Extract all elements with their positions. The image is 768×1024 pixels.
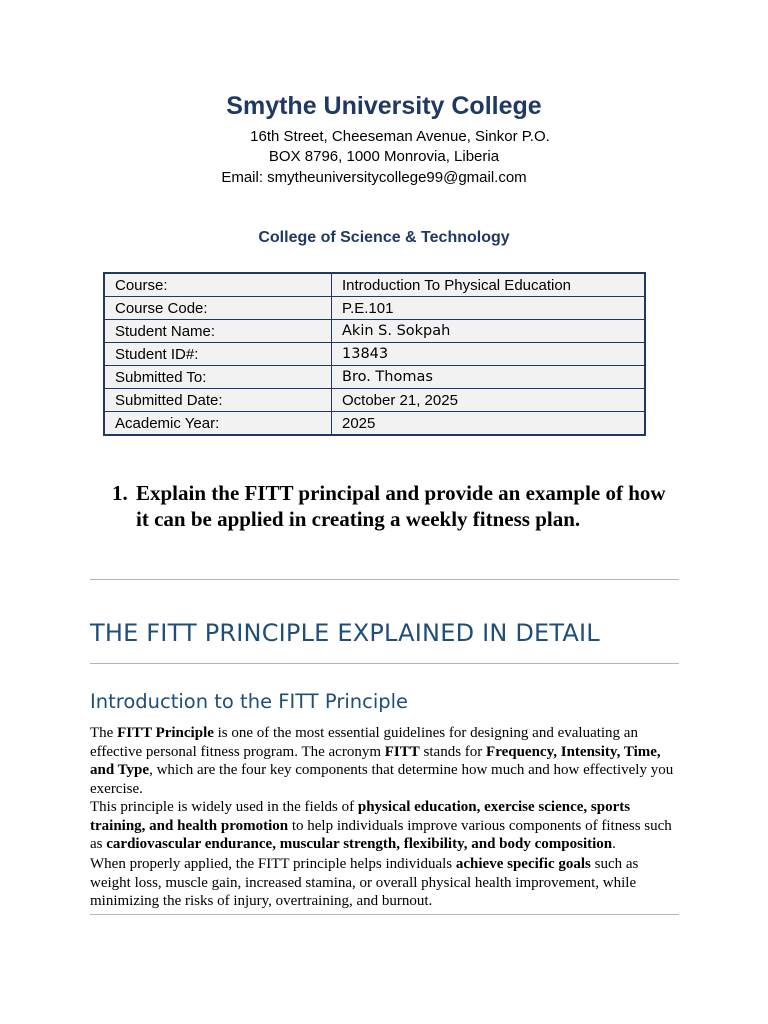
p1-text-1: The [90, 725, 118, 741]
p2-bold-fields: physical education, exercise science, sports training, and health promotion [90, 799, 631, 834]
student-name-label: Student Name: [104, 320, 332, 343]
p1-bold-fitt: FITT [384, 743, 420, 760]
p3-bold-goals: achieve specific goals [455, 856, 591, 872]
student-id-label: Student ID#: [104, 343, 332, 366]
paragraph-usage [90, 798, 680, 854]
p1-bold-fitt-principle: FITT Principle [117, 725, 214, 741]
submitted-to-value: Bro. Thomas [332, 366, 646, 389]
assignment-question [112, 480, 672, 532]
academic-year-label: Academic Year: [104, 412, 332, 436]
p1-text-4: , which are the four key components that determine how much and how effectively you exercise. [90, 762, 674, 797]
table-row [104, 366, 645, 389]
p2-text-1: This principle is widely used in the fields of [90, 799, 358, 815]
p1-bold-components: Frequency, Intensity, Time, and Type [90, 743, 661, 778]
p2-bold-fitness-components: cardiovascular endurance, muscular strength, flexibility, and body composition [106, 836, 613, 852]
student-name-value: Akin S. Sokpah [332, 320, 646, 343]
question-number: 1. [112, 481, 128, 505]
student-info-table [103, 272, 646, 436]
address-line-2: BOX 8796, 1000 Monrovia, Liberia [268, 148, 500, 165]
course-label: Course: [104, 273, 332, 297]
table-row [104, 389, 645, 412]
paragraph-benefits [90, 855, 680, 911]
course-value: Introduction To Physical Education [332, 273, 646, 297]
course-code-value: P.E.101 [332, 297, 646, 320]
submitted-date-label: Submitted Date: [104, 389, 332, 412]
paragraph-intro [90, 724, 680, 798]
table-row [104, 412, 645, 436]
section-heading: THE FITT PRINCIPLE EXPLAINED IN DETAIL [90, 619, 600, 647]
p3-text-1: When properly applied, the FITT principle helps individuals [90, 856, 456, 872]
table-row [104, 320, 645, 343]
section-subheading: Introduction to the FITT Principle [90, 690, 409, 713]
p1-text-2: is one of the most essential guidelines for designing and evaluating an effective personal fitness program. The acronym [90, 725, 638, 760]
submitted-date-value: October 21, 2025 [332, 389, 646, 412]
p1-text-3: stands for [419, 743, 487, 760]
table-row [104, 297, 645, 320]
address-line-1: 16th Street, Cheeseman Avenue, Sinkor P.O. [250, 128, 550, 145]
p2-text-3: . [612, 836, 616, 852]
college-name: College of Science & Technology [258, 229, 510, 246]
submitted-to-label: Submitted To: [104, 366, 332, 389]
divider-bottom [90, 914, 679, 915]
table-row [104, 343, 645, 366]
divider-top [90, 579, 679, 580]
student-id-value: 13843 [332, 343, 646, 366]
course-code-label: Course Code: [104, 297, 332, 320]
academic-year-value: 2025 [332, 412, 646, 436]
divider-heading [90, 663, 679, 664]
email-line: Email: smytheuniversitycollege99@gmail.com [221, 169, 527, 186]
table-row [104, 273, 645, 297]
question-text: Explain the FITT principal and provide an example of how it can be applied in creating a weekly fitness plan. [136, 481, 666, 531]
p2-text-2: to help individuals improve various components of fitness such as [90, 817, 672, 852]
university-title: Smythe University College [226, 92, 542, 120]
p3-text-2: such as weight loss, muscle gain, increased stamina, or overall physical health improvement, while minimizing the risks of injury, overtraining, and burnout. [90, 856, 639, 909]
